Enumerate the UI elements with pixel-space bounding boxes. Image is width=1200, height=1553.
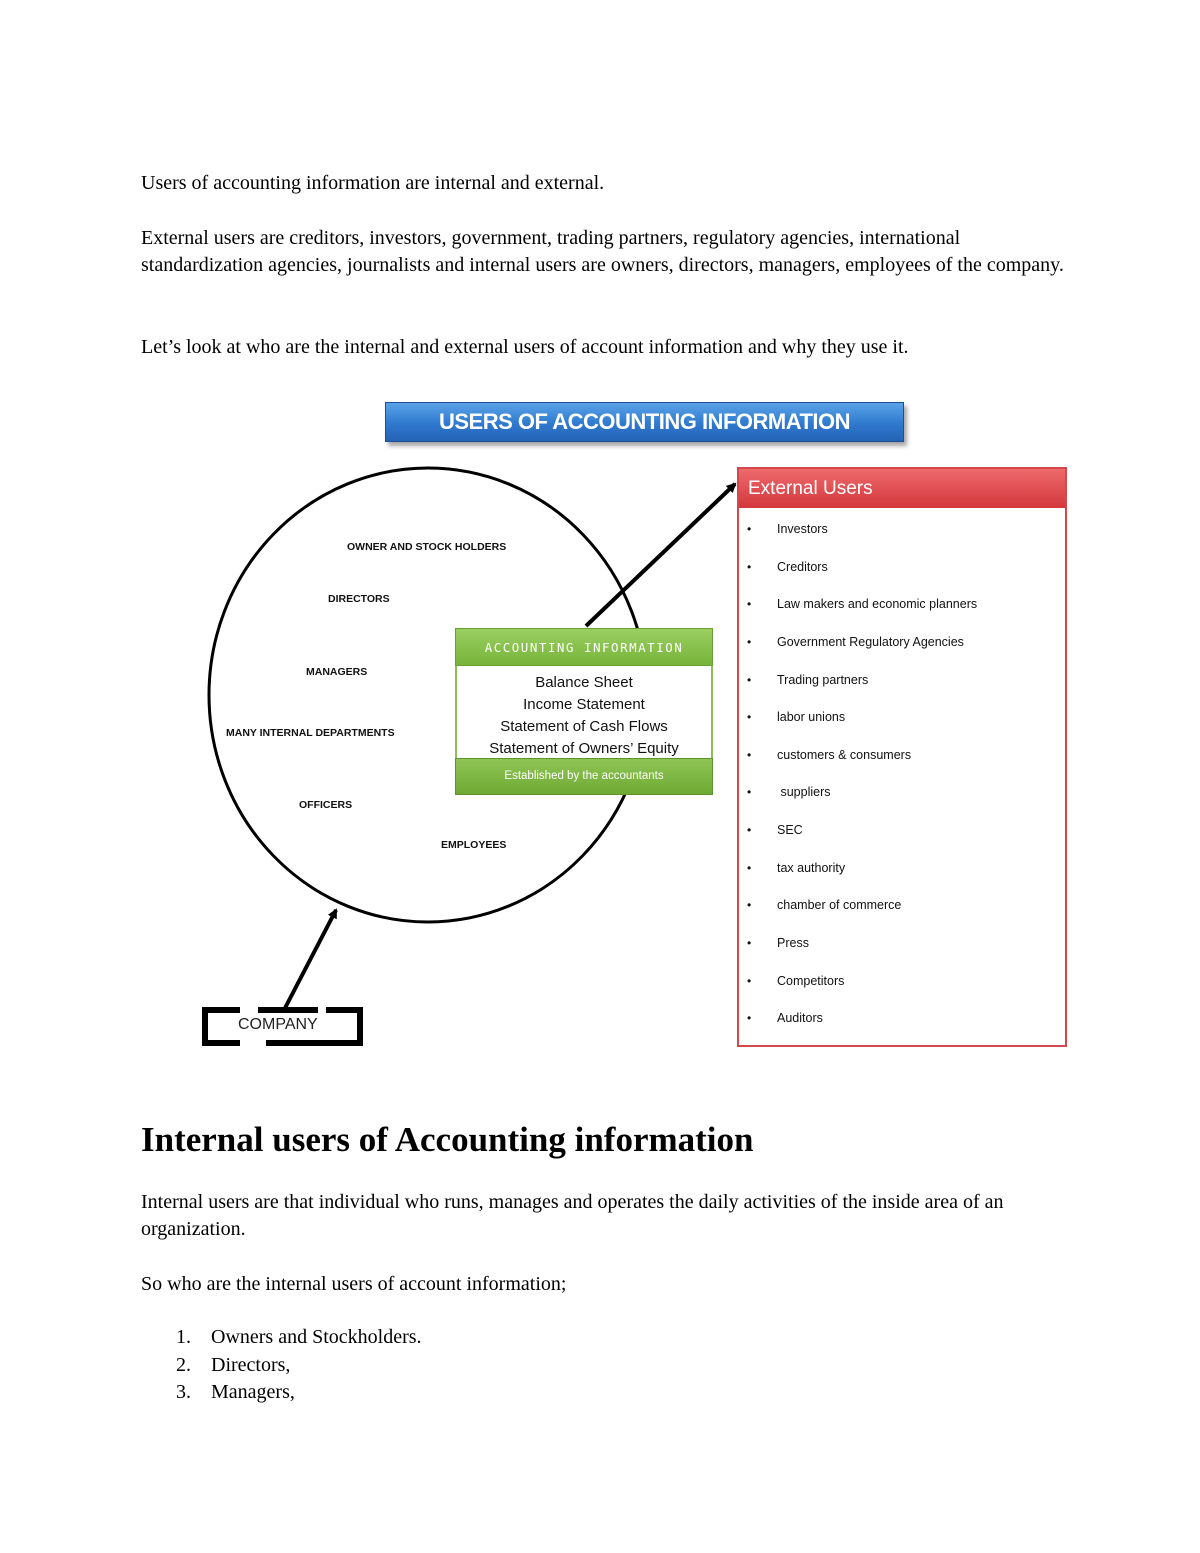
company-label: COMPANY [238,1016,318,1033]
internal-users-list [141,1324,422,1407]
bullet-icon: • [747,522,752,536]
external-users-title: External Users [739,469,1065,508]
intro-paragraph: Users of accounting information are internal and external. [141,172,605,194]
accounting-information-footer: Established by the accountants [455,758,713,795]
bullet-icon: • [747,936,752,951]
arrow-to-external-users [586,484,735,626]
circle-label-departments: MANY INTERNAL DEPARTMENTS [226,727,395,739]
bullet-icon: • [747,747,752,762]
internal-users-heading: Internal users of Accounting information [141,1120,754,1159]
bullet-icon: • [747,898,752,913]
bullet-icon: • [747,785,752,800]
bullet-icon: • [747,559,752,574]
internal-users-definition: Internal users are that individual who runs, manages and operates the daily activities of the inside area of an organization. [141,1191,1004,1240]
external-users-paragraph: External users are creditors, investors, government, trading partners, regulatory agencies, international standardization agencies, journalists and internal users are owners, directors, managers, employees of the company. [141,227,1064,276]
circle-label-managers: MANAGERS [306,666,368,678]
bullet-icon: • [747,823,752,838]
lets-look-paragraph: Let’s look at who are the internal and external users of account information and why they use it. [141,336,909,358]
circle-label-officers: OFFICERS [299,799,353,811]
accounting-statements [455,666,713,758]
statement-cash-flows: Statement of Cash Flows [500,718,668,735]
accounting-information-box [455,628,713,795]
list-item: 1. Owners and Stockholders. [176,1326,422,1348]
bullet-icon: • [747,973,752,988]
list-item: 3. Managers, [176,1381,295,1403]
circle-label-directors: DIRECTORS [328,593,390,605]
circle-label-employees: EMPLOYEES [441,839,507,851]
accounting-information-title: ACCOUNTING INFORMATION [455,628,713,666]
bullet-icon: • [747,710,752,725]
bullet-icon: • [747,860,752,875]
diagram-banner: USERS OF ACCOUNTING INFORMATION [385,402,904,442]
arrow-company-to-circle [284,910,336,1010]
internal-users-question: So who are the internal users of account information; [141,1273,567,1295]
statement-income: Income Statement [523,696,645,713]
list-item: 2. Directors, [176,1353,291,1376]
bullet-icon: • [747,672,752,687]
statement-balance-sheet: Balance Sheet [535,674,633,691]
bullet-icon: • [747,1011,752,1026]
external-users-box: External Users • Investors • Creditors • Law makers and economic planners • Government Regulatory Agencies • Trading partners • labor unions • customers & consumers • suppliers • SEC • tax authority • chamber of commerce • Press • Competitors • Auditors [737,467,1067,1047]
bullet-icon: • [747,597,752,612]
circle-label-owners: OWNER AND STOCK HOLDERS [347,541,507,553]
bullet-icon: • [747,634,752,649]
statement-owners-equity: Statement of Owners’ Equity [489,740,679,757]
